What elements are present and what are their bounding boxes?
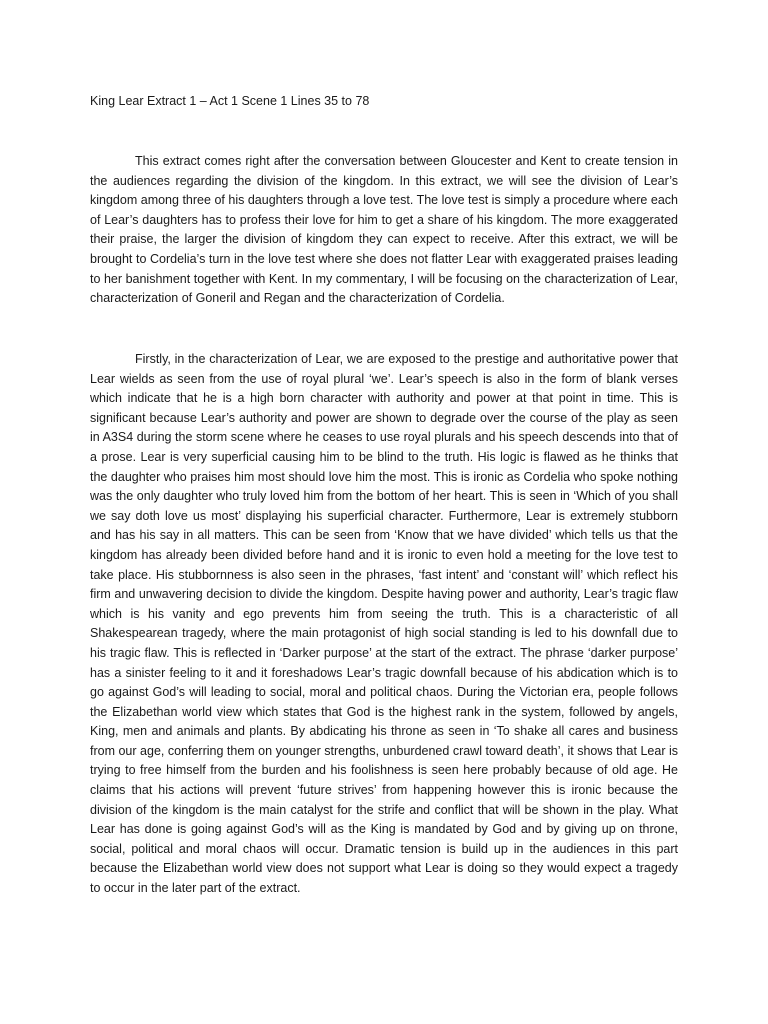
paragraph-characterization-of-lear: Firstly, in the characterization of Lear, we are exposed to the prestige and authoritative power that Lear wields as seen from the use of royal plural ‘we’. Lear’s speech is also in the form of blank verses which indicate that he is a high born character with authority and power at that point in time. This is significant because Lear’s authority and power are shown to degrade over the course of the play as seen in A3S4 during the storm scene where he ceases to use royal plurals and his speech descends into that of a prose. Lear is very superficial causing him to be blind to the truth. His logic is flawed as he thinks that the daughter who praises him most should love him the most. This is ironic as Cordelia who spoke nothing was the only daughter who truly loved him from the bottom of her heart. This is seen in ‘Which of you shall we say doth love us most’ displaying his superficial character. Furthermore, Lear is extremely stubborn and has his say in all matters. This can be seen from ‘Know that we have divided’ which tells us that the kingdom has already been divided before hand and it is ironic to even hold a meeting for the love test to take place. His stubbornness is also seen in the phrases, ‘fast intent’ and ‘constant will’ which reflect his firm and unwavering decision to divide the kingdom. Despite having power and authority, Lear’s tragic flaw which is his vanity and ego prevents him from seeing the truth. This is a characteristic of all Shakespearean tragedy, where the main protagonist of high social standing is led to his downfall due to his tragic flaw. This is reflected in ‘Darker purpose’ at the start of the extract. The phrase ‘darker purpose’ has a sinister feeling to it and it foreshadows Lear’s tragic downfall because of his abdication which is to go against God’s will leading to social, moral and political chaos. During the Victorian era, people follows the Elizabethan world view which states that God is the highest rank in the system, followed by angels, King, men and animals and plants. By abdicating his throne as seen in ‘To shake all cares and business from our age, conferring them on younger strengths, unburdened crawl toward death’, it shows that Lear is trying to free himself from the burden and his foolishness is seen here probably because of old age. He claims that his actions will prevent ‘future strives’ from happening however this is ironic because the division of the kingdom is the main catalyst for the strife and conflict that will be shown in the play. What Lear has done is going against God’s will as the King is mandated by God and by giving up on throne, social, political and moral chaos will occur. Dramatic tension is build up in the audiences in this part because the Elizabethan world view does not support what Lear is doing so they would expect a tragedy to occur in the later part of the extract. bbox=[90, 352, 678, 896]
paragraph-introduction: This extract comes right after the conversation between Gloucester and Kent to create tension in the audiences regarding the division of the kingdom. In this extract, we will see the division of Lear’s kingdom among three of his daughters through a love test. The love test is simply a procedure where each of Lear’s daughters has to profess their love for him to get a share of his kingdom. The more exaggerated their praise, the larger the division of kingdom they can expect to receive. After this extract, we will be brought to Cordelia’s turn in the love test where she does not flatter Lear with exaggerated praises leading to her banishment together with Kent. In my commentary, I will be focusing on the characterization of Lear, characterization of Goneril and Regan and the characterization of Cordelia. bbox=[90, 154, 678, 306]
document-title: King Lear Extract 1 – Act 1 Scene 1 Lines 35 to 78 bbox=[90, 94, 370, 108]
